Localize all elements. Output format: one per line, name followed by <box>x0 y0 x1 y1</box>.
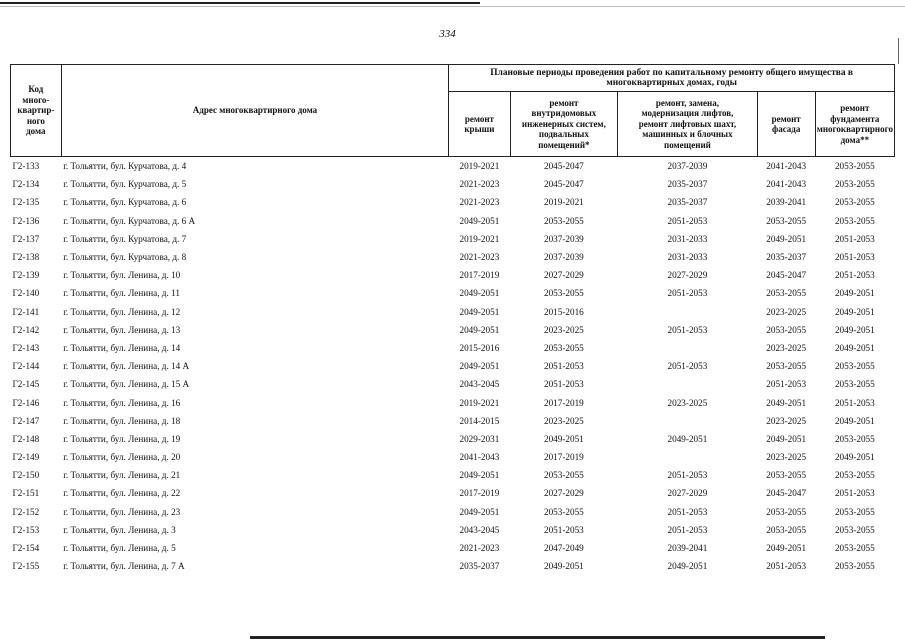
cell-elevators <box>618 303 757 321</box>
cell-address: г. Тольятти, бул. Курчатова, д. 5 <box>63 179 187 190</box>
cell-engineering: 2023-2025 <box>543 324 584 335</box>
cell-address: г. Тольятти, бул. Ленина, д. 18 <box>63 415 181 426</box>
cell-facade: 2049-2051 <box>766 433 807 444</box>
cell-foundation: 2053-2055 <box>834 379 875 390</box>
cell-code: Г2-140 <box>12 288 40 299</box>
cell-facade: 2023-2025 <box>766 452 807 463</box>
cell-elevators: 2027-2029 <box>667 270 708 281</box>
cell-address: г. Тольятти, бул. Ленина, д. 10 <box>63 270 181 281</box>
cell-roof: 2035-2037 <box>459 561 500 572</box>
cell-elevators: 2051-2053 <box>667 470 708 481</box>
cell-roof: 2049-2051 <box>459 470 500 481</box>
table-row <box>11 248 895 266</box>
cell-facade: 2041-2043 <box>766 179 807 190</box>
cell-elevators: 2037-2039 <box>667 161 708 172</box>
cell-foundation: 2051-2053 <box>834 488 875 499</box>
table-row <box>11 484 895 502</box>
cell-code: Г2-139 <box>12 270 40 281</box>
header-facade: ремонт фасада <box>757 92 815 157</box>
capital-repair-table <box>10 64 895 575</box>
cell-roof: 2019-2021 <box>459 161 500 172</box>
cell-foundation: 2053-2055 <box>834 561 875 572</box>
cell-roof: 2049-2051 <box>459 215 500 226</box>
cell-facade: 2045-2047 <box>766 488 807 499</box>
cell-roof: 2049-2051 <box>459 324 500 335</box>
cell-foundation: 2053-2055 <box>834 197 875 208</box>
cell-code: Г2-141 <box>12 306 40 317</box>
cell-roof: 2021-2023 <box>459 179 500 190</box>
cell-address: г. Тольятти, бул. Ленина, д. 15 А <box>63 379 190 390</box>
cell-engineering: 2017-2019 <box>543 397 584 408</box>
header-roof: ремонт крыши <box>449 92 510 157</box>
cell-foundation: 2053-2055 <box>834 215 875 226</box>
cell-elevators <box>618 448 757 466</box>
cell-elevators: 2051-2053 <box>667 524 708 535</box>
table-row <box>11 412 895 430</box>
table-row <box>11 321 895 339</box>
cell-engineering: 2049-2051 <box>543 433 584 444</box>
cell-address: г. Тольятти, бул. Ленина, д. 5 <box>63 543 176 554</box>
table-row <box>11 503 895 521</box>
cell-code: Г2-144 <box>12 361 40 372</box>
cell-foundation: 2049-2051 <box>834 324 875 335</box>
cell-foundation: 2051-2053 <box>834 270 875 281</box>
cell-engineering: 2045-2047 <box>543 179 584 190</box>
cell-address: г. Тольятти, бул. Ленина, д. 7 А <box>63 561 185 572</box>
cell-code: Г2-150 <box>12 470 40 481</box>
cell-foundation: 2051-2053 <box>834 397 875 408</box>
cell-foundation: 2049-2051 <box>834 306 875 317</box>
cell-facade: 2053-2055 <box>766 506 807 517</box>
cell-engineering: 2037-2039 <box>543 233 584 244</box>
cell-facade: 2053-2055 <box>766 288 807 299</box>
table-row <box>11 357 895 375</box>
cell-elevators: 2049-2051 <box>667 433 708 444</box>
cell-elevators: 2027-2029 <box>667 488 708 499</box>
cell-code: Г2-135 <box>12 197 40 208</box>
cell-elevators <box>618 412 757 430</box>
cell-foundation: 2053-2055 <box>834 433 875 444</box>
table-row <box>11 157 895 176</box>
cell-roof: 2019-2021 <box>459 233 500 244</box>
cell-foundation: 2053-2055 <box>834 361 875 372</box>
cell-elevators: 2051-2053 <box>667 288 708 299</box>
cell-roof: 2019-2021 <box>459 397 500 408</box>
cell-facade: 2053-2055 <box>766 361 807 372</box>
cell-foundation: 2051-2053 <box>834 233 875 244</box>
cell-code: Г2-143 <box>12 342 40 353</box>
cell-code: Г2-146 <box>12 397 40 408</box>
cell-roof: 2021-2023 <box>459 252 500 263</box>
table-row <box>11 448 895 466</box>
cell-engineering: 2051-2053 <box>543 361 584 372</box>
header-planned-periods: Плановые периоды проведения работ по капитальному ремонту общего имущества в многоквартирных домах, годы <box>449 65 895 92</box>
cell-roof: 2041-2043 <box>459 452 500 463</box>
cell-roof: 2017-2019 <box>459 270 500 281</box>
cell-roof: 2043-2045 <box>459 524 500 535</box>
top-scan-rule <box>0 2 480 4</box>
header-address: Адрес многоквартирного дома <box>61 65 449 157</box>
table-row <box>11 539 895 557</box>
table-row <box>11 266 895 284</box>
cell-address: г. Тольятти, бул. Ленина, д. 16 <box>63 397 181 408</box>
cell-engineering: 2045-2047 <box>543 161 584 172</box>
cell-roof: 2049-2051 <box>459 306 500 317</box>
cell-facade: 2041-2043 <box>766 161 807 172</box>
cell-foundation: 2053-2055 <box>834 543 875 554</box>
table-row <box>11 193 895 211</box>
table-row <box>11 284 895 302</box>
table-row <box>11 557 895 575</box>
cell-roof: 2017-2019 <box>459 488 500 499</box>
cell-address: г. Тольятти, бул. Курчатова, д. 6 А <box>63 215 196 226</box>
cell-code: Г2-153 <box>12 524 40 535</box>
cell-facade: 2053-2055 <box>766 215 807 226</box>
cell-facade: 2035-2037 <box>766 252 807 263</box>
cell-address: г. Тольятти, бул. Ленина, д. 14 <box>63 342 181 353</box>
cell-code: Г2-136 <box>12 215 40 226</box>
cell-address: г. Тольятти, бул. Курчатова, д. 6 <box>63 197 187 208</box>
table-row <box>11 212 895 230</box>
bottom-scan-rule <box>250 636 825 639</box>
cell-facade: 2023-2025 <box>766 415 807 426</box>
cell-code: Г2-134 <box>12 179 40 190</box>
cell-code: Г2-148 <box>12 433 40 444</box>
cell-engineering: 2049-2051 <box>543 561 584 572</box>
table-row <box>11 303 895 321</box>
header-code: Код много- квартир- ного дома <box>11 65 62 157</box>
cell-address: г. Тольятти, бул. Ленина, д. 22 <box>63 488 181 499</box>
table-row <box>11 230 895 248</box>
cell-address: г. Тольятти, бул. Ленина, д. 20 <box>63 452 181 463</box>
cell-elevators: 2023-2025 <box>667 397 708 408</box>
cell-engineering: 2037-2039 <box>543 252 584 263</box>
cell-roof: 2014-2015 <box>459 415 500 426</box>
cell-address: г. Тольятти, бул. Ленина, д. 21 <box>63 470 181 481</box>
cell-elevators: 2051-2053 <box>667 324 708 335</box>
cell-foundation: 2053-2055 <box>834 506 875 517</box>
page-number: 334 <box>439 28 456 40</box>
cell-elevators: 2051-2053 <box>667 361 708 372</box>
cell-code: Г2-137 <box>12 233 40 244</box>
cell-foundation: 2053-2055 <box>834 524 875 535</box>
cell-engineering: 2027-2029 <box>543 270 584 281</box>
cell-elevators: 2031-2033 <box>667 252 708 263</box>
table-row <box>11 521 895 539</box>
cell-address: г. Тольятти, бул. Курчатова, д. 7 <box>63 233 187 244</box>
cell-facade: 2039-2041 <box>766 197 807 208</box>
cell-roof: 2021-2023 <box>459 543 500 554</box>
table-row <box>11 375 895 393</box>
cell-elevators: 2039-2041 <box>667 543 708 554</box>
table-row <box>11 393 895 411</box>
table-row <box>11 466 895 484</box>
cell-roof: 2015-2016 <box>459 342 500 353</box>
header-elevators: ремонт, замена, модернизация лифтов, ремонт лифтовых шахт, машинных и блочных помещений <box>618 92 757 157</box>
cell-roof: 2049-2051 <box>459 506 500 517</box>
cell-engineering: 2023-2025 <box>543 415 584 426</box>
cell-engineering: 2053-2055 <box>543 470 584 481</box>
cell-address: г. Тольятти, бул. Курчатова, д. 8 <box>63 252 187 263</box>
cell-engineering: 2053-2055 <box>543 506 584 517</box>
cell-engineering: 2019-2021 <box>543 197 584 208</box>
cell-elevators: 2051-2053 <box>667 215 708 226</box>
cell-foundation: 2053-2055 <box>834 470 875 481</box>
cell-foundation: 2049-2051 <box>834 288 875 299</box>
cell-engineering: 2051-2053 <box>543 379 584 390</box>
top-thin-rule <box>0 6 905 7</box>
cell-code: Г2-147 <box>12 415 40 426</box>
margin-mark <box>898 38 899 64</box>
cell-code: Г2-145 <box>12 379 40 390</box>
cell-facade: 2049-2051 <box>766 397 807 408</box>
header-engineering: ремонт внутридомовых инженерных систем, подвальных помещений* <box>510 92 618 157</box>
cell-foundation: 2049-2051 <box>834 452 875 463</box>
cell-facade: 2053-2055 <box>766 524 807 535</box>
cell-address: г. Тольятти, бул. Ленина, д. 23 <box>63 506 181 517</box>
cell-engineering: 2053-2055 <box>543 342 584 353</box>
cell-elevators: 2031-2033 <box>667 233 708 244</box>
cell-address: г. Тольятти, бул. Ленина, д. 19 <box>63 433 181 444</box>
header-foundation: ремонт фундамента многоквартирного дома** <box>815 92 894 157</box>
cell-code: Г2-138 <box>12 252 40 263</box>
cell-code: Г2-151 <box>12 488 40 499</box>
cell-facade: 2049-2051 <box>766 543 807 554</box>
cell-roof: 2049-2051 <box>459 361 500 372</box>
cell-engineering: 2027-2029 <box>543 488 584 499</box>
cell-foundation: 2049-2051 <box>834 342 875 353</box>
cell-address: г. Тольятти, бул. Ленина, д. 11 <box>63 288 180 299</box>
table-row <box>11 430 895 448</box>
cell-foundation: 2053-2055 <box>834 179 875 190</box>
cell-roof: 2021-2023 <box>459 197 500 208</box>
cell-facade: 2023-2025 <box>766 306 807 317</box>
cell-code: Г2-154 <box>12 543 40 554</box>
table-row <box>11 175 895 193</box>
cell-engineering: 2015-2016 <box>543 306 584 317</box>
cell-code: Г2-149 <box>12 452 40 463</box>
cell-facade: 2053-2055 <box>766 324 807 335</box>
cell-roof: 2029-2031 <box>459 433 500 444</box>
cell-code: Г2-152 <box>12 506 40 517</box>
cell-engineering: 2053-2055 <box>543 288 584 299</box>
cell-facade: 2049-2051 <box>766 233 807 244</box>
cell-engineering: 2051-2053 <box>543 524 584 535</box>
cell-address: г. Тольятти, бул. Ленина, д. 3 <box>63 524 176 535</box>
cell-code: Г2-155 <box>12 561 40 572</box>
cell-elevators: 2049-2051 <box>667 561 708 572</box>
cell-address: г. Тольятти, бул. Курчатова, д. 4 <box>63 161 187 172</box>
cell-engineering: 2047-2049 <box>543 543 584 554</box>
cell-elevators <box>618 339 757 357</box>
cell-facade: 2051-2053 <box>766 561 807 572</box>
cell-roof: 2049-2051 <box>459 288 500 299</box>
table-body <box>11 157 895 576</box>
cell-code: Г2-133 <box>12 161 40 172</box>
cell-foundation: 2051-2053 <box>834 252 875 263</box>
cell-facade: 2053-2055 <box>766 470 807 481</box>
cell-facade: 2023-2025 <box>766 342 807 353</box>
cell-address: г. Тольятти, бул. Ленина, д. 12 <box>63 306 181 317</box>
cell-facade: 2051-2053 <box>766 379 807 390</box>
cell-elevators: 2051-2053 <box>667 506 708 517</box>
cell-code: Г2-142 <box>12 324 40 335</box>
cell-engineering: 2017-2019 <box>543 452 584 463</box>
cell-roof: 2043-2045 <box>459 379 500 390</box>
cell-elevators: 2035-2037 <box>667 197 708 208</box>
cell-foundation: 2049-2051 <box>834 415 875 426</box>
cell-engineering: 2053-2055 <box>543 215 584 226</box>
table-row <box>11 339 895 357</box>
cell-address: г. Тольятти, бул. Ленина, д. 13 <box>63 324 181 335</box>
cell-address: г. Тольятти, бул. Ленина, д. 14 А <box>63 361 190 372</box>
cell-facade: 2045-2047 <box>766 270 807 281</box>
cell-elevators <box>618 375 757 393</box>
cell-foundation: 2053-2055 <box>834 161 875 172</box>
cell-elevators: 2035-2037 <box>667 179 708 190</box>
